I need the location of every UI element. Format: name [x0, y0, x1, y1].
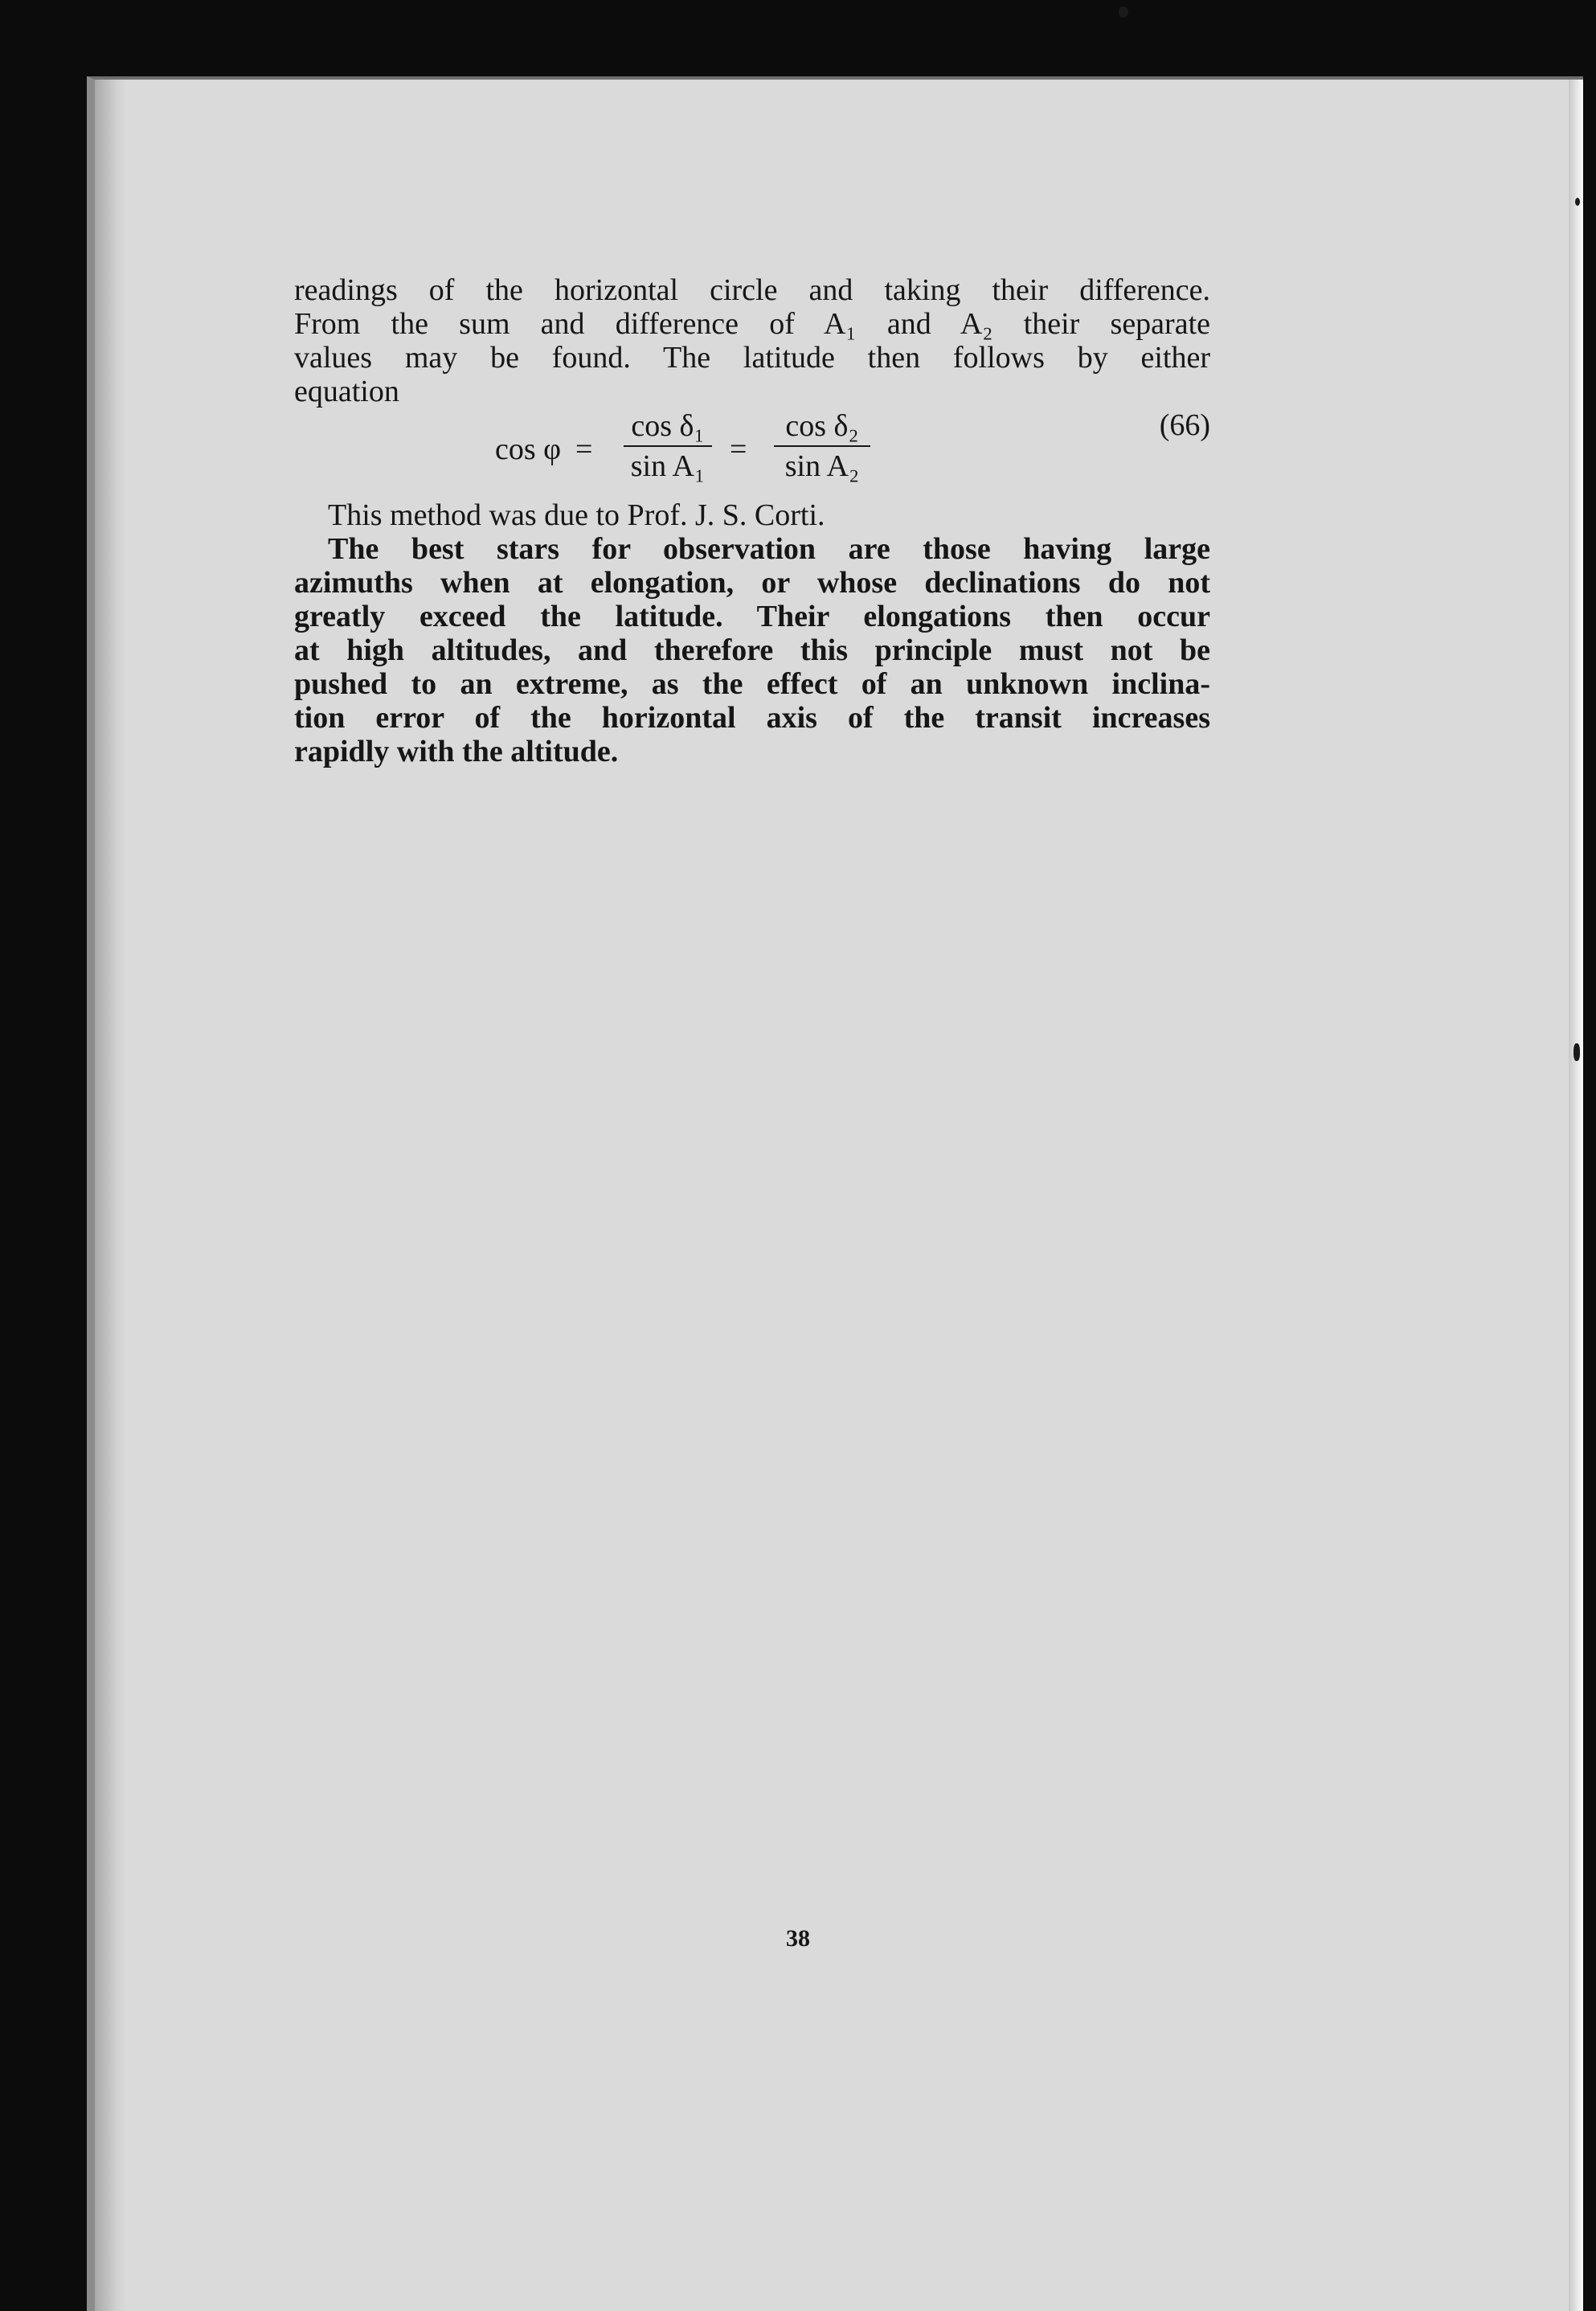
- fraction-1: [624, 408, 712, 484]
- page-number: 38: [786, 1925, 810, 1952]
- fraction-bar: [624, 445, 712, 447]
- fraction-2: [774, 408, 870, 484]
- equals-sign: =: [575, 432, 593, 466]
- scan-speck: [1575, 198, 1580, 206]
- paragraph-1-line-1: readings of the horizontal circle and taking their difference.: [294, 273, 1210, 307]
- paragraph-3-line-4: at high altitudes, and therefore this principle must not be: [294, 633, 1210, 667]
- paragraph-2: This method was due to Prof. J. S. Corti.: [328, 498, 825, 532]
- paragraph-3-line-3: greatly exceed the latitude. Their elongations then occur: [294, 600, 1210, 633]
- page-edge: [1569, 80, 1583, 2311]
- paragraph-1-line-2: From the sum and difference of A₁ and A₂ their separate: [294, 307, 1210, 341]
- paragraph-1-line-3: values may be found. The latitude then follows by either: [294, 341, 1210, 375]
- paragraph-3: [294, 532, 1210, 768]
- page-gutter-shadow: [95, 80, 127, 2311]
- fraction-2-denominator: sin A₂: [784, 449, 860, 483]
- paragraph-3-line-5: pushed to an extreme, as the effect of an unknown inclina-: [294, 667, 1210, 701]
- paragraph-3-line-1: The best stars for observation are those having large: [328, 532, 1210, 566]
- scan-speck: [1573, 1043, 1580, 1061]
- fraction-2-numerator: cos δ₂: [785, 409, 859, 443]
- fraction-bar: [774, 445, 870, 447]
- fraction-1-numerator: cos δ₁: [631, 409, 705, 443]
- equals-sign: =: [730, 432, 747, 466]
- fraction-1-denominator: sin A₁: [630, 449, 706, 483]
- body-text: [294, 273, 1210, 768]
- equation-lhs: cos φ: [495, 432, 562, 466]
- paragraph-3-line-2: azimuths when at elongation, or whose declinations do not: [294, 566, 1210, 600]
- scan-speck: [1119, 6, 1128, 18]
- equation-66: [294, 408, 1210, 492]
- paragraph-1-line-4: equation: [294, 375, 399, 408]
- equation-number: (66): [1159, 408, 1210, 442]
- paragraph-3-line-7: rapidly with the altitude.: [294, 735, 619, 768]
- paragraph-3-line-6: tion error of the horizontal axis of the transit increases: [294, 701, 1210, 735]
